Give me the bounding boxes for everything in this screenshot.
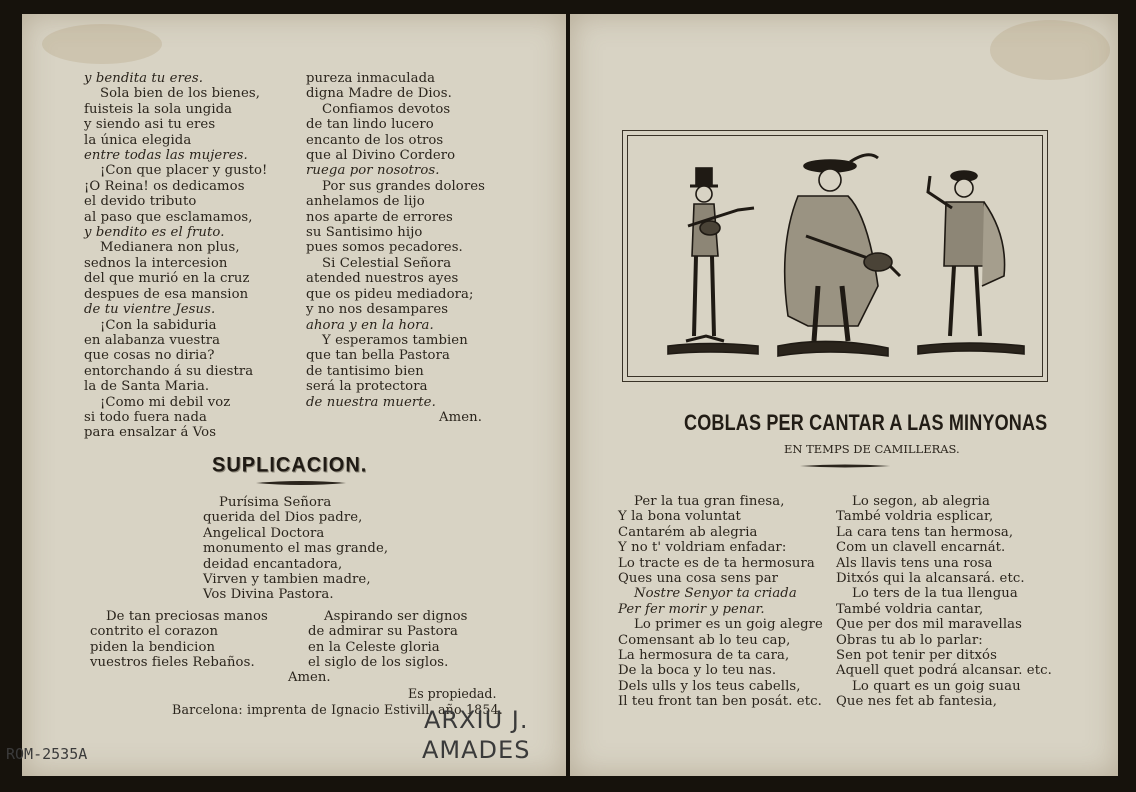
verse-line: Que per dos mil maravellas — [836, 617, 1022, 633]
amen-final: Amen. — [288, 670, 331, 685]
verse-line: Lo primer es un goig alegre — [634, 617, 823, 633]
verse-line: Cantarém ab alegria — [618, 524, 758, 540]
verse-line: Lo tracte es de ta hermosura — [618, 555, 815, 571]
verse-line: de admirar su Pastora — [308, 624, 458, 640]
verse-line: atended nuestros ayes — [306, 271, 459, 287]
stamp-line-2: AMADES — [422, 736, 531, 764]
verse-line: pues somos pecadores. — [306, 240, 463, 256]
verse-line: piden la bendicion — [90, 639, 216, 655]
left-page — [22, 14, 566, 776]
verse-line: Por sus grandes dolores — [322, 178, 486, 194]
verse-line: Com un clavell encarnát. — [836, 540, 1006, 556]
verse-column-b — [306, 71, 486, 425]
verse-line: y bendita tu eres. — [84, 71, 204, 86]
woodcut-illustration — [628, 136, 1042, 376]
verse-column-a — [84, 71, 284, 441]
verse-line: encanto de los otros — [306, 132, 444, 148]
verse-line: en la Celeste gloria — [308, 639, 440, 655]
verse-line: anhelamos de lijo — [306, 194, 425, 210]
verse-line: en alabanza vuestra — [84, 332, 221, 348]
verse-line: Comensant ab lo teu cap, — [618, 632, 791, 648]
verse-column-d — [90, 609, 290, 671]
verse-line: Purísima Señora — [219, 495, 332, 510]
verse-line: su Santisimo hijo — [306, 225, 423, 241]
verse-line: vuestros fieles Rebaños. — [90, 655, 255, 671]
verse-line: Per fer morir y penar. — [618, 601, 765, 617]
verse-line: La hermosura de ta cara, — [618, 648, 790, 664]
woodcut-frame — [622, 130, 1048, 382]
verse-line: monumento el mas grande, — [203, 541, 389, 557]
verse-line: despues de esa mansion — [84, 286, 249, 302]
archive-stamp — [420, 702, 540, 764]
decorative-rule — [256, 479, 346, 487]
verse-line: del que murió en la cruz — [84, 271, 250, 287]
verse-line: De tan preciosas manos — [106, 609, 268, 624]
verse-line: Sen pot tenir per ditxós — [836, 648, 997, 664]
verse-line: si todo fuera nada — [84, 409, 207, 425]
decorative-rule — [800, 462, 890, 470]
verse-line: nos aparte de errores — [306, 209, 453, 225]
coblas-column-left — [618, 494, 828, 710]
verse-line: de nuestra muerte. — [306, 394, 436, 410]
verse-line: fuisteis la sola ungida — [84, 101, 233, 117]
suplicacion-title: SUPLICACION. — [212, 453, 368, 477]
suplicacion-verse — [203, 495, 443, 603]
stamp-line-1: ARXIU J. — [424, 706, 529, 734]
verse-line: entre todas las mujeres. — [84, 148, 248, 164]
verse-line: Ques una cosa sens par — [618, 571, 779, 587]
verse-line: ¡O Reina! os dedicamos — [84, 178, 245, 194]
printer-imprint: Barcelona: imprenta de Ignacio Estivill, año 1854. — [172, 702, 503, 717]
song-subtitle: EN TEMPS DE CAMILLERAS. — [784, 442, 960, 456]
verse-line: Nostre Senyor ta criada — [634, 586, 797, 602]
verse-line: digna Madre de Dios. — [306, 86, 452, 102]
verse-line: contrito el corazon — [90, 624, 219, 640]
song-title: COBLAS PER CANTAR A LAS MINYONAS — [684, 410, 1048, 435]
verse-line: sednos la intercesion — [84, 255, 228, 271]
verse-line: També voldria cantar, — [836, 601, 984, 617]
verse-line: será la protectora — [306, 379, 428, 395]
verse-line: Que nes fet ab fantesia, — [836, 694, 998, 710]
verse-line: el devido tributo — [84, 194, 197, 210]
verse-line: Lo ters de la tua llengua — [852, 586, 1018, 602]
verse-line: Il teu front tan ben posát. etc. — [618, 694, 822, 710]
catalog-code-stamp — [4, 742, 104, 764]
verse-line: que tan bella Pastora — [306, 348, 450, 364]
verse-line: De la boca y lo teu nas. — [618, 663, 777, 679]
verse-line: ¡Con que placer y gusto! — [100, 163, 268, 179]
verse-line: La cara tens tan hermosa, — [836, 524, 1014, 540]
verse-line: ahora y en la hora. — [306, 317, 434, 333]
verse-line: Y no t' voldriam enfadar: — [618, 540, 787, 556]
verse-line: que cosas no diria? — [84, 348, 215, 364]
verse-line: Amen. — [438, 409, 482, 425]
verse-line: Aquell quet podrá alcansar. etc. — [836, 663, 1052, 679]
verse-line: que al Divino Cordero — [306, 148, 456, 164]
verse-line: Lo quart es un goig suau — [852, 678, 1021, 694]
verse-line: Lo segon, ab alegria — [852, 494, 990, 509]
verse-line: Dels ulls y los teus cabells, — [618, 678, 801, 694]
verse-line: Per la tua gran finesa, — [634, 494, 785, 509]
verse-line: que os pideu mediadora; — [306, 286, 474, 302]
verse-line: de tan lindo lucero — [306, 117, 434, 133]
verse-line: Medianera non plus, — [100, 240, 240, 256]
verse-line: para ensalzar á Vos — [84, 425, 217, 441]
verse-line: ¡Con la sabiduria — [100, 317, 217, 333]
coblas-column-right — [836, 494, 1052, 710]
verse-line: Aspirando ser dignos — [324, 609, 468, 624]
verse-line: Obras tu ab lo parlar: — [836, 632, 983, 648]
guitarist-figure — [668, 168, 758, 354]
verse-line: Als llavis tens una rosa — [836, 555, 993, 571]
verse-line: Si Celestial Señora — [322, 255, 452, 271]
verse-line: ¡Como mi debil voz — [100, 394, 231, 410]
verse-line: ruega por nosotros. — [306, 163, 440, 179]
verse-line: y bendito es el fruto. — [84, 225, 225, 241]
cloaked-musician-figure — [778, 155, 900, 356]
gesturing-man-figure — [918, 171, 1024, 354]
verse-line: de tu vientre Jesus. — [84, 302, 216, 318]
verse-line: Y la bona voluntat — [618, 509, 741, 525]
verse-line: Sola bien de los bienes, — [100, 86, 261, 102]
verse-line: querida del Dios padre, — [203, 510, 363, 526]
verse-line: Confiamos devotos — [322, 101, 451, 117]
verse-line: al paso que esclamamos, — [84, 209, 253, 225]
verse-line: Y esperamos tambien — [322, 332, 468, 348]
catalog-code: ROM-2535A — [6, 745, 88, 763]
copyright-note: Es propiedad. — [408, 686, 497, 701]
verse-line: També voldria esplicar, — [836, 509, 994, 525]
paper-stain — [42, 24, 162, 64]
verse-line: deidad encantadora, — [203, 556, 343, 572]
paper-stain — [990, 20, 1110, 80]
verse-line: entorchando á su diestra — [84, 363, 254, 379]
verse-line: Vos Divina Pastora. — [203, 587, 334, 603]
woodcut-inner-frame — [627, 135, 1043, 377]
verse-column-e — [308, 609, 488, 671]
verse-line: Ditxós qui la alcansará. etc. — [836, 571, 1025, 587]
verse-line: y no nos desampares — [306, 302, 449, 318]
verse-line: el siglo de los siglos. — [308, 655, 449, 671]
right-page — [570, 14, 1118, 776]
verse-line: de tantisimo bien — [306, 363, 424, 379]
verse-line: y siendo asi tu eres — [84, 117, 216, 133]
verse-line: la de Santa Maria. — [84, 379, 210, 395]
verse-line: Virven y tambien madre, — [203, 572, 371, 588]
verse-line: Angelical Doctora — [203, 525, 325, 541]
verse-line: la única elegida — [84, 132, 192, 148]
verse-line: pureza inmaculada — [306, 71, 436, 86]
